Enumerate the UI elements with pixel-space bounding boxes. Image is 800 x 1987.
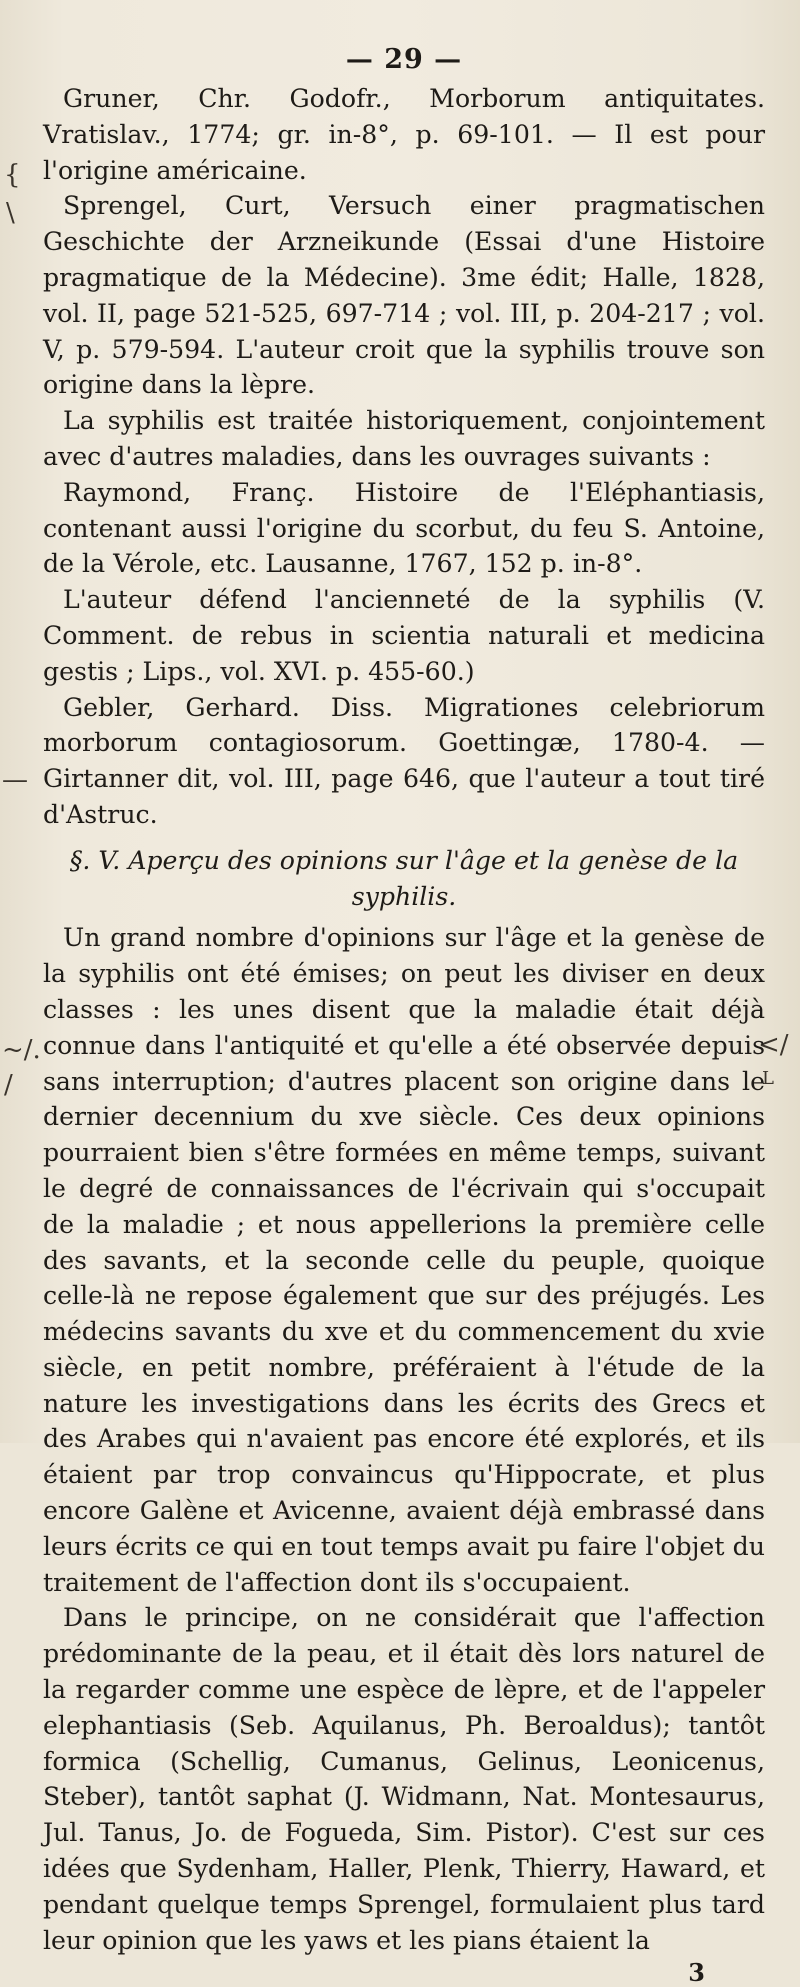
section-heading: §. V. Aperçu des opinions sur l'âge et la genèse de la syphilis. — [69, 845, 739, 911]
signature-mark: 3 — [688, 1958, 705, 1987]
bibliography-entry: Sprengel, Curt, Versuch einer pragmatischen Geschichte der Arzneikunde (Essai d'une Histoire pragmatique de la Médecine). 3me édit; Halle, 1828, vol. II, page 521-525, 697-714 ; vol. III, p. 204-217 ; vol. V, p. 579-594. L'auteur croit que la syphilis trouve son origine dans la lèpre. — [43, 191, 765, 400]
bibliography-note: La syphilis est traitée historiquement, conjointement avec d'autres maladies, dans les ouvrages suivants : — [43, 406, 765, 471]
body-paragraph: Un grand nombre d'opinions sur l'âge et la genèse de la syphilis ont été émises; on peut les diviser en deux classes : les unes disent que la maladie était déjà connue dans l'antiquité et qu'elle a été observée depuis sans interruption; d'autres placent son origine dans le dernier decennium du xve siècle. Ces deux opinions pourraient bien s'être formées en même temps, suivant le degré de connaissances de l'écrivain qui s'occupait de la maladie ; et nous appellerions la première celle des savants, et la seconde celle du peuple, quoique celle-là ne repose également que sur des préjugés. Les médecins savants du xve et du commencement du xvie siècle, en petit nombre, préféraient à l'étude de la nature les investigations dans les écrits des Grecs et des Arabes qui n'avaient pas encore été explorés, et ils étaient par trop convaincus qu'Hippocrate, et plus encore Galène et Avicenne, avaient déjà embrassé dans leurs écrits ce qui en tout temps avait pu faire l'objet du traitement de l'affection dont ils s'occupaient. — [43, 923, 765, 1597]
page-number: — 29 — — [345, 44, 463, 75]
page-content — [43, 44, 765, 1987]
bibliography-entry: Gruner, Chr. Godofr., Morborum antiquitates. Vratislav., 1774; gr. in-8°, p. 69-101. — Il est pour l'origine américaine. — [43, 84, 765, 185]
margin-pencil-mark: \ — [6, 198, 15, 228]
body-paragraph: Dans le principe, on ne considérait que l'affection prédominante de la peau, et il était dès lors naturel de la regarder comme une espèce de lèpre, et de l'appeler elephantiasis (Seb. Aquilanus, Ph. Beroaldus); tantôt formica (Schellig, Cumanus, Gelinus, Leonicenus, Steber), tantôt saphat (J. Widmann, Nat. Montesaurus, Jul. Tanus, Jo. de Fogueda, Sim. Pistor). C'est sur ces idées que Sydenham, Haller, Plenk, Thierry, Haward, et pendant quelque temps Sprengel, formulaient plus tard leur opinion que les yaws et les pians étaient la — [43, 1603, 765, 1955]
margin-pencil-mark: </ — [758, 1030, 789, 1060]
bibliography-entry: Raymond, Franç. Histoire de l'Eléphantiasis, contenant aussi l'origine du scorbut, du feu S. Antoine, de la Vérole, etc. Lausanne, 1767, 152 p. in-8°. — [43, 477, 765, 579]
margin-pencil-mark: / — [4, 1070, 13, 1100]
bibliography-note: L'auteur défend l'ancienneté de la syphilis (V. Comment. de rebus in scientia naturali et medicina gestis ; Lips., vol. XVI. p. 455-60.) — [43, 585, 765, 686]
margin-pencil-mark: L — [762, 1068, 774, 1089]
bibliography-entry: Gebler, Gerhard. Diss. Migrationes celebriorum morborum contagiosorum. Goettingæ, 1780-4. — Girtanner dit, vol. III, page 646, que l'auteur a tout tiré d'Astruc. — [43, 692, 765, 829]
margin-pencil-mark: — — [2, 765, 28, 795]
margin-pencil-mark: ~/. — [2, 1035, 41, 1065]
margin-pencil-mark: { — [4, 160, 21, 190]
